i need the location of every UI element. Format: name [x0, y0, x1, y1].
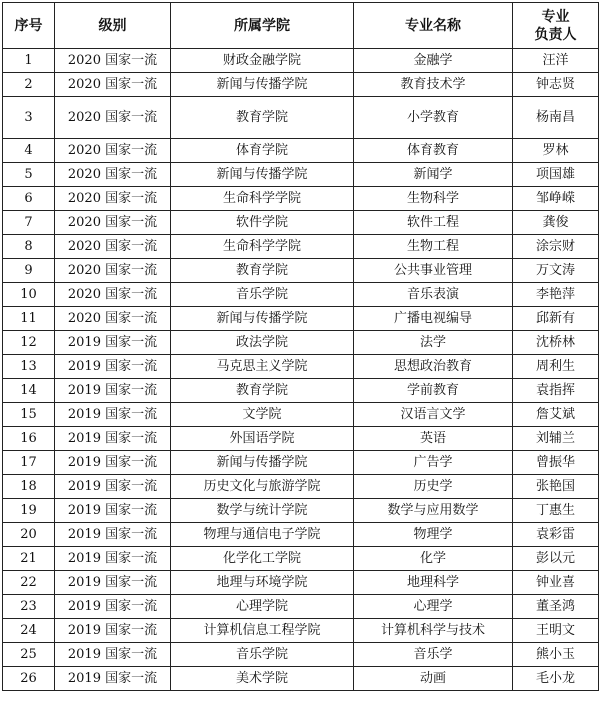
cell-level: 2020 国家一流 — [55, 163, 171, 187]
cell-college: 地理与环境学院 — [171, 571, 354, 595]
cell-major: 学前教育 — [354, 379, 513, 403]
cell-college: 数学与统计学院 — [171, 499, 354, 523]
cell-major: 生物工程 — [354, 235, 513, 259]
cell-major: 体育教育 — [354, 139, 513, 163]
table-row — [3, 475, 599, 499]
cell-index: 16 — [3, 427, 55, 451]
header-leader — [513, 3, 599, 49]
cell-index: 3 — [3, 97, 55, 139]
cell-major: 音乐学 — [354, 643, 513, 667]
cell-level: 2019 国家一流 — [55, 475, 171, 499]
cell-leader: 王明文 — [513, 619, 599, 643]
cell-leader: 曾振华 — [513, 451, 599, 475]
cell-level: 2019 国家一流 — [55, 523, 171, 547]
majors-table-container — [2, 2, 598, 691]
cell-college: 计算机信息工程学院 — [171, 619, 354, 643]
table-row — [3, 571, 599, 595]
cell-college: 生命科学学院 — [171, 235, 354, 259]
cell-level: 2020 国家一流 — [55, 97, 171, 139]
cell-leader: 董圣鸿 — [513, 595, 599, 619]
cell-major: 化学 — [354, 547, 513, 571]
cell-college: 美术学院 — [171, 667, 354, 691]
cell-major: 英语 — [354, 427, 513, 451]
cell-college: 体育学院 — [171, 139, 354, 163]
cell-index: 22 — [3, 571, 55, 595]
header-row — [3, 3, 599, 49]
cell-index: 13 — [3, 355, 55, 379]
cell-level: 2019 国家一流 — [55, 331, 171, 355]
table-row — [3, 451, 599, 475]
table-row — [3, 379, 599, 403]
cell-college: 软件学院 — [171, 211, 354, 235]
cell-index: 20 — [3, 523, 55, 547]
cell-level: 2019 国家一流 — [55, 427, 171, 451]
table-row — [3, 619, 599, 643]
cell-leader: 张艳国 — [513, 475, 599, 499]
header-college: 所属学院 — [171, 3, 354, 49]
table-row — [3, 49, 599, 73]
cell-index: 26 — [3, 667, 55, 691]
cell-major: 心理学 — [354, 595, 513, 619]
cell-level: 2020 国家一流 — [55, 139, 171, 163]
table-row — [3, 283, 599, 307]
cell-level: 2019 国家一流 — [55, 571, 171, 595]
cell-level: 2019 国家一流 — [55, 403, 171, 427]
cell-level: 2019 国家一流 — [55, 379, 171, 403]
cell-major: 数学与应用数学 — [354, 499, 513, 523]
table-row — [3, 73, 599, 97]
cell-level: 2020 国家一流 — [55, 211, 171, 235]
cell-leader: 邹峥嵘 — [513, 187, 599, 211]
cell-index: 21 — [3, 547, 55, 571]
cell-college: 文学院 — [171, 403, 354, 427]
cell-leader: 沈桥林 — [513, 331, 599, 355]
table-row — [3, 643, 599, 667]
cell-leader: 万文涛 — [513, 259, 599, 283]
table-row — [3, 427, 599, 451]
cell-index: 23 — [3, 595, 55, 619]
cell-index: 17 — [3, 451, 55, 475]
cell-major: 软件工程 — [354, 211, 513, 235]
table-row — [3, 259, 599, 283]
cell-index: 1 — [3, 49, 55, 73]
cell-index: 8 — [3, 235, 55, 259]
cell-level: 2019 国家一流 — [55, 547, 171, 571]
table-row — [3, 163, 599, 187]
cell-level: 2019 国家一流 — [55, 667, 171, 691]
cell-major: 广播电视编导 — [354, 307, 513, 331]
cell-major: 计算机科学与技术 — [354, 619, 513, 643]
cell-index: 9 — [3, 259, 55, 283]
cell-leader: 杨南昌 — [513, 97, 599, 139]
header-index: 序号 — [3, 3, 55, 49]
header-leader-line1: 专业 — [541, 8, 570, 25]
cell-leader: 龚俊 — [513, 211, 599, 235]
cell-index: 7 — [3, 211, 55, 235]
cell-college: 新闻与传播学院 — [171, 163, 354, 187]
cell-major: 公共事业管理 — [354, 259, 513, 283]
cell-index: 11 — [3, 307, 55, 331]
cell-leader: 钟业喜 — [513, 571, 599, 595]
cell-level: 2020 国家一流 — [55, 49, 171, 73]
cell-college: 历史文化与旅游学院 — [171, 475, 354, 499]
table-row — [3, 523, 599, 547]
cell-major: 金融学 — [354, 49, 513, 73]
cell-level: 2020 国家一流 — [55, 73, 171, 97]
cell-index: 14 — [3, 379, 55, 403]
cell-level: 2020 国家一流 — [55, 235, 171, 259]
cell-index: 5 — [3, 163, 55, 187]
cell-college: 外国语学院 — [171, 427, 354, 451]
cell-major: 历史学 — [354, 475, 513, 499]
cell-leader: 刘辅兰 — [513, 427, 599, 451]
cell-major: 教育技术学 — [354, 73, 513, 97]
table-row — [3, 235, 599, 259]
cell-index: 4 — [3, 139, 55, 163]
cell-major: 小学教育 — [354, 97, 513, 139]
cell-leader: 彭以元 — [513, 547, 599, 571]
cell-index: 2 — [3, 73, 55, 97]
table-row — [3, 307, 599, 331]
cell-leader: 袁指挥 — [513, 379, 599, 403]
cell-college: 教育学院 — [171, 259, 354, 283]
table-row — [3, 139, 599, 163]
cell-level: 2019 国家一流 — [55, 595, 171, 619]
cell-leader: 袁彩雷 — [513, 523, 599, 547]
cell-major: 音乐表演 — [354, 283, 513, 307]
cell-level: 2019 国家一流 — [55, 499, 171, 523]
cell-level: 2020 国家一流 — [55, 187, 171, 211]
cell-leader: 罗林 — [513, 139, 599, 163]
cell-leader: 丁惠生 — [513, 499, 599, 523]
table-row — [3, 331, 599, 355]
cell-college: 政法学院 — [171, 331, 354, 355]
cell-major: 新闻学 — [354, 163, 513, 187]
cell-index: 10 — [3, 283, 55, 307]
cell-college: 财政金融学院 — [171, 49, 354, 73]
cell-leader: 汪洋 — [513, 49, 599, 73]
cell-college: 新闻与传播学院 — [171, 73, 354, 97]
table-row — [3, 187, 599, 211]
cell-college: 生命科学学院 — [171, 187, 354, 211]
cell-level: 2020 国家一流 — [55, 307, 171, 331]
cell-index: 25 — [3, 643, 55, 667]
cell-major: 汉语言文学 — [354, 403, 513, 427]
cell-leader: 涂宗财 — [513, 235, 599, 259]
cell-college: 新闻与传播学院 — [171, 307, 354, 331]
cell-leader: 邱新有 — [513, 307, 599, 331]
cell-college: 物理与通信电子学院 — [171, 523, 354, 547]
cell-college: 心理学院 — [171, 595, 354, 619]
cell-level: 2019 国家一流 — [55, 643, 171, 667]
cell-level: 2019 国家一流 — [55, 619, 171, 643]
cell-college: 音乐学院 — [171, 283, 354, 307]
cell-major: 广告学 — [354, 451, 513, 475]
cell-college: 化学化工学院 — [171, 547, 354, 571]
cell-leader: 项国雄 — [513, 163, 599, 187]
table-row — [3, 355, 599, 379]
cell-major: 生物科学 — [354, 187, 513, 211]
cell-level: 2019 国家一流 — [55, 451, 171, 475]
table-row — [3, 403, 599, 427]
cell-major: 物理学 — [354, 523, 513, 547]
cell-level: 2020 国家一流 — [55, 283, 171, 307]
cell-index: 18 — [3, 475, 55, 499]
cell-index: 6 — [3, 187, 55, 211]
cell-major: 法学 — [354, 331, 513, 355]
cell-leader: 李艳萍 — [513, 283, 599, 307]
cell-leader: 钟志贤 — [513, 73, 599, 97]
cell-index: 19 — [3, 499, 55, 523]
table-row — [3, 595, 599, 619]
cell-leader: 周利生 — [513, 355, 599, 379]
header-leader-line2: 负责人 — [534, 26, 577, 43]
table-row — [3, 547, 599, 571]
cell-college: 马克思主义学院 — [171, 355, 354, 379]
cell-leader: 毛小龙 — [513, 667, 599, 691]
cell-major: 地理科学 — [354, 571, 513, 595]
cell-level: 2020 国家一流 — [55, 259, 171, 283]
cell-college: 新闻与传播学院 — [171, 451, 354, 475]
cell-level: 2019 国家一流 — [55, 355, 171, 379]
majors-table — [2, 2, 599, 691]
cell-index: 15 — [3, 403, 55, 427]
cell-index: 24 — [3, 619, 55, 643]
cell-college: 教育学院 — [171, 97, 354, 139]
cell-leader: 熊小玉 — [513, 643, 599, 667]
cell-college: 教育学院 — [171, 379, 354, 403]
cell-leader: 詹艾斌 — [513, 403, 599, 427]
cell-major: 动画 — [354, 667, 513, 691]
table-row — [3, 97, 599, 139]
header-level: 级别 — [55, 3, 171, 49]
cell-major: 思想政治教育 — [354, 355, 513, 379]
header-major: 专业名称 — [354, 3, 513, 49]
table-row — [3, 211, 599, 235]
table-row — [3, 499, 599, 523]
cell-college: 音乐学院 — [171, 643, 354, 667]
table-body — [3, 49, 599, 691]
table-row — [3, 667, 599, 691]
cell-index: 12 — [3, 331, 55, 355]
